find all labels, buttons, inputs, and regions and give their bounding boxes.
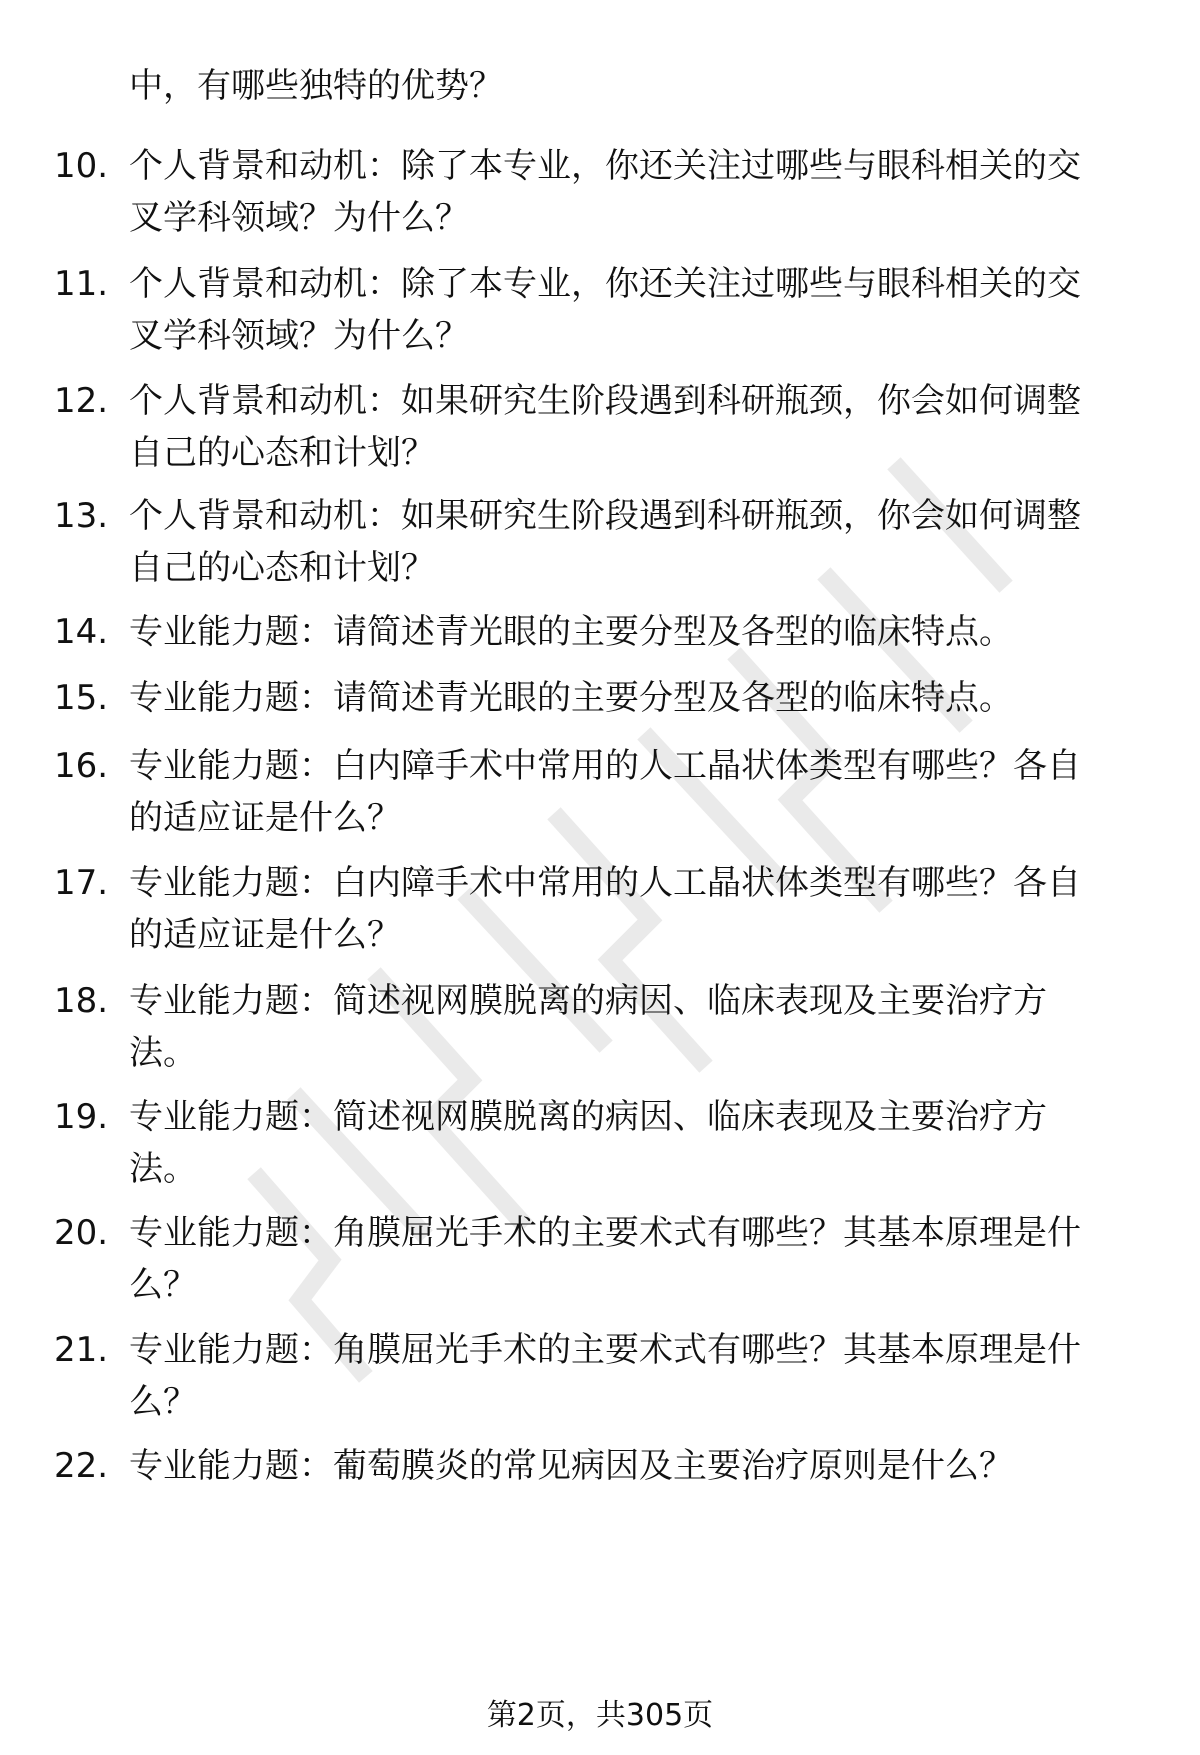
question-text-line2: 自己的心态和计划？ — [129, 548, 435, 588]
question-number: 15. — [54, 678, 109, 718]
question-text-line1: 专业能力题：角膜屈光手术的主要术式有哪些？其基本原理是什 — [129, 1213, 1081, 1253]
question-number: 20. — [54, 1213, 109, 1253]
question-text-line1: 专业能力题：简述视网膜脱离的病因、临床表现及主要治疗方 — [129, 1097, 1047, 1137]
question-number: 18. — [54, 981, 109, 1021]
question-text-line1: 专业能力题：请简述青光眼的主要分型及各型的临床特点。 — [129, 612, 1013, 652]
question-text-line1: 个人背景和动机：如果研究生阶段遇到科研瓶颈，你会如何调整 — [129, 496, 1081, 536]
page-footer: 第2页，共305页 — [486, 1698, 714, 1733]
question-number: 17. — [54, 863, 109, 903]
question-text-line2: 的适应证是什么？ — [129, 798, 401, 838]
question-text-line1: 专业能力题：白内障手术中常用的人工晶状体类型有哪些？各自 — [129, 746, 1081, 786]
question-text-line2: 法。 — [129, 1149, 197, 1189]
question-number: 16. — [54, 746, 109, 786]
question-text-line1: 个人背景和动机：除了本专业，你还关注过哪些与眼科相关的交 — [129, 146, 1081, 186]
question-text-line2: 叉学科领域？为什么？ — [129, 198, 469, 238]
question-text-line2: 法。 — [129, 1033, 197, 1073]
question-number: 12. — [54, 381, 109, 421]
question-number: 13. — [54, 496, 109, 536]
question-text-line1: 专业能力题：请简述青光眼的主要分型及各型的临床特点。 — [129, 678, 1013, 718]
continuation-text: 中，有哪些独特的优势？ — [129, 66, 503, 106]
question-text-line1: 专业能力题：简述视网膜脱离的病因、临床表现及主要治疗方 — [129, 981, 1047, 1021]
question-text-line1: 专业能力题：白内障手术中常用的人工晶状体类型有哪些？各自 — [129, 863, 1081, 903]
question-text-line1: 个人背景和动机：除了本专业，你还关注过哪些与眼科相关的交 — [129, 264, 1081, 304]
question-number: 14. — [54, 612, 109, 652]
question-text-line2: 自己的心态和计划？ — [129, 433, 435, 473]
question-text-line1: 个人背景和动机：如果研究生阶段遇到科研瓶颈，你会如何调整 — [129, 381, 1081, 421]
question-text-line2: 么？ — [129, 1265, 197, 1305]
question-text-line1: 专业能力题：葡萄膜炎的常见病因及主要治疗原则是什么？ — [129, 1446, 1013, 1486]
question-text-line2: 的适应证是什么？ — [129, 915, 401, 955]
question-number: 22. — [54, 1446, 109, 1486]
question-text-line2: 么？ — [129, 1382, 197, 1422]
question-text-line2: 叉学科领域？为什么？ — [129, 316, 469, 356]
question-number: 11. — [54, 264, 109, 304]
question-number: 21. — [54, 1330, 109, 1370]
question-number: 19. — [54, 1097, 109, 1137]
question-number: 10. — [54, 146, 109, 186]
question-text-line1: 专业能力题：角膜屈光手术的主要术式有哪些？其基本原理是什 — [129, 1330, 1081, 1370]
